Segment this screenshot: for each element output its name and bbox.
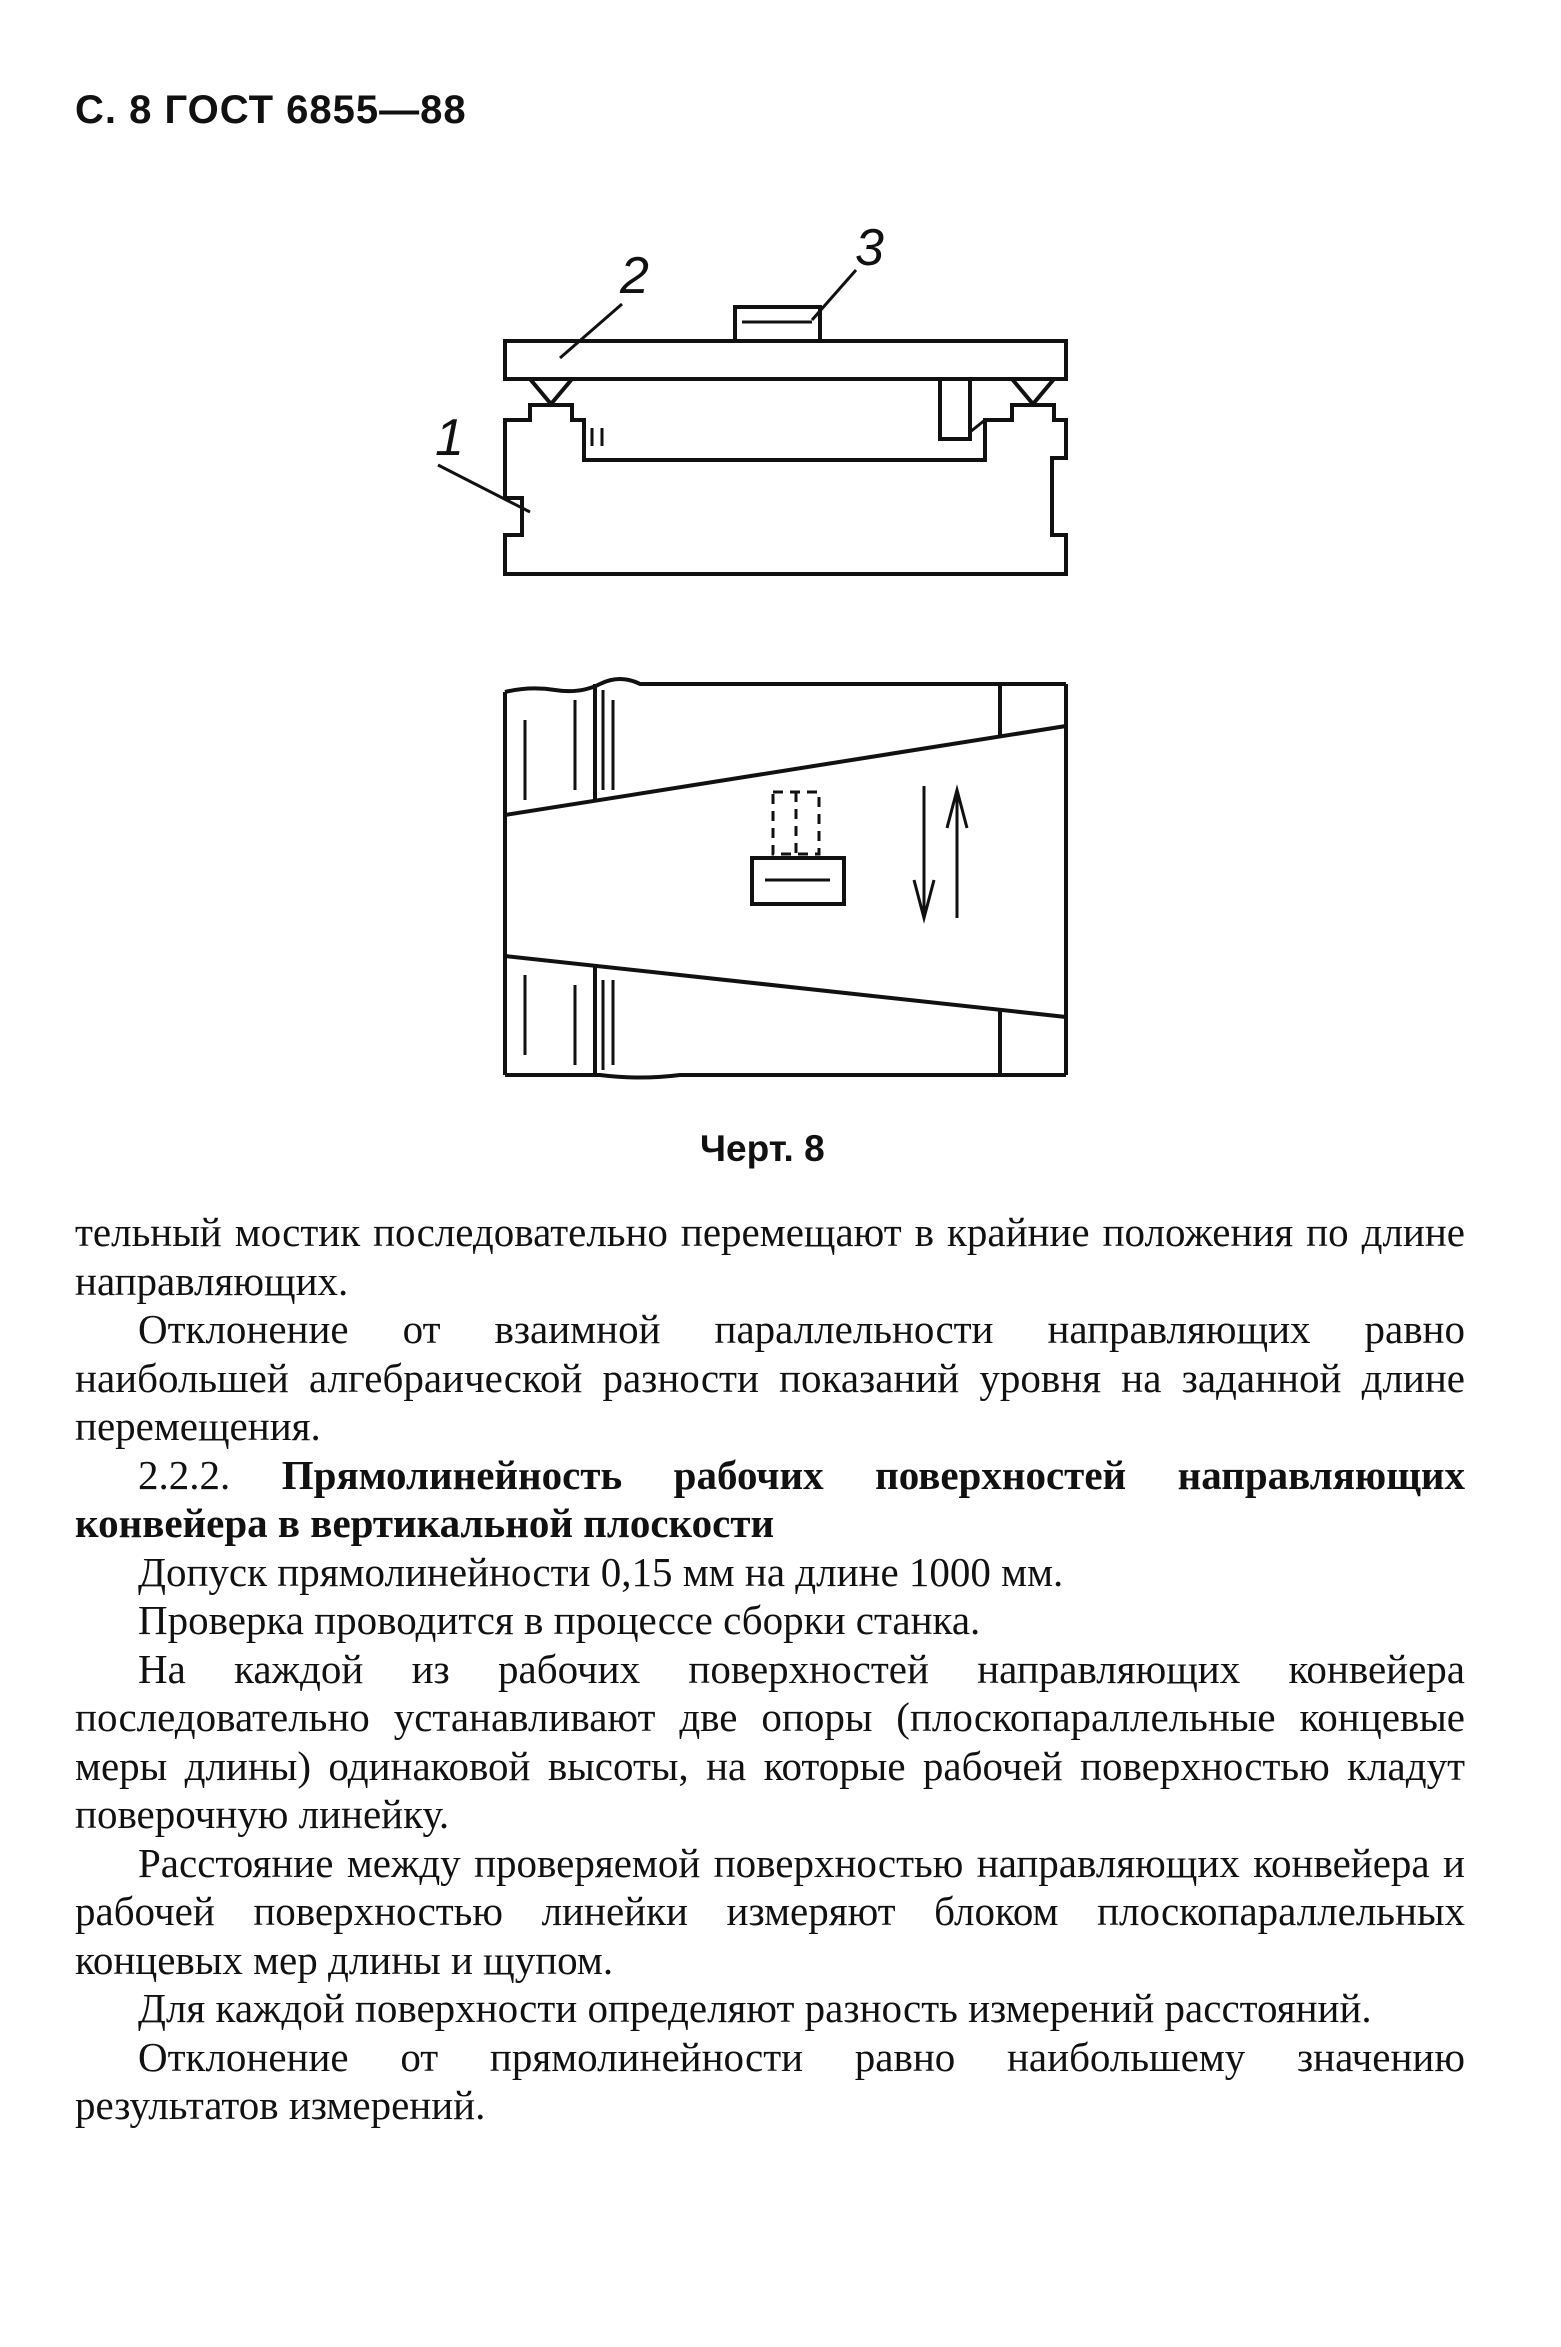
paragraph: Расстояние между проверяемой поверхностью направляющих конвейера и рабочей поверхностью линейки измеряют блоком плоскопараллельных концевых мер длины и щупом. bbox=[75, 1839, 1465, 1983]
leader-line-1 bbox=[438, 465, 530, 512]
callout-3: 3 bbox=[855, 219, 884, 277]
paragraph: Допуск прямолинейности 0,15 мм на длине 1000 мм. bbox=[138, 1548, 1064, 1595]
plan-top-edge bbox=[505, 679, 1066, 692]
paragraph: Для каждой поверхности определяют разность измерений расстояний. bbox=[138, 1985, 1372, 2031]
paragraph: тельный мостик последовательно перемещают в крайние положения по длине направляющих. bbox=[75, 1209, 1465, 1304]
movement-arrows bbox=[914, 786, 967, 918]
paragraph: Проверка проводится в процессе сборки станка. bbox=[138, 1597, 981, 1643]
callout-1: 1 bbox=[435, 409, 464, 467]
section-title: Прямолинейность рабочих поверхностей направляющих конвейера в вертикальной плоскости bbox=[75, 1451, 1466, 1546]
right-post bbox=[940, 379, 970, 439]
left-support-prism bbox=[530, 379, 572, 404]
plan-view bbox=[505, 679, 1066, 1078]
paragraph: Отклонение от взаимной параллельности направляющих равно наибольшей алгебраической разности показаний уровня на заданной длине перемещения. bbox=[75, 1306, 1465, 1449]
figure-caption: Черт. 8 bbox=[700, 1128, 825, 1169]
upper-taper-line bbox=[505, 726, 1066, 815]
right-support-prism bbox=[1012, 379, 1054, 404]
base-body bbox=[505, 405, 1066, 574]
plan-bottom-edge bbox=[505, 1075, 1066, 1078]
leader-line-2 bbox=[560, 304, 622, 358]
section-number: 2.2.2. bbox=[138, 1451, 231, 1498]
section-view bbox=[438, 270, 1066, 574]
paragraph: На каждой из рабочих поверхностей направляющих конвейера последовательно устанавливают две опоры (плоскопараллельные концевые меры длины) одинаковой высоты, на которые рабочей поверхностью кладут поверочную линейку. bbox=[75, 1645, 1465, 1837]
paragraph: Отклонение от прямолинейности равно наибольшему значению результатов измерений. bbox=[75, 2033, 1465, 2128]
level-instrument bbox=[735, 307, 820, 341]
lower-taper-line bbox=[505, 956, 1066, 1017]
right-post-slant bbox=[970, 420, 985, 432]
bridge-plate bbox=[505, 341, 1066, 379]
callout-2: 2 bbox=[620, 247, 649, 305]
body-text bbox=[75, 1208, 1465, 2130]
page-header: С. 8 ГОСТ 6855—88 bbox=[75, 88, 467, 132]
section-heading bbox=[75, 1451, 1465, 1548]
leader-line-3 bbox=[812, 270, 856, 320]
